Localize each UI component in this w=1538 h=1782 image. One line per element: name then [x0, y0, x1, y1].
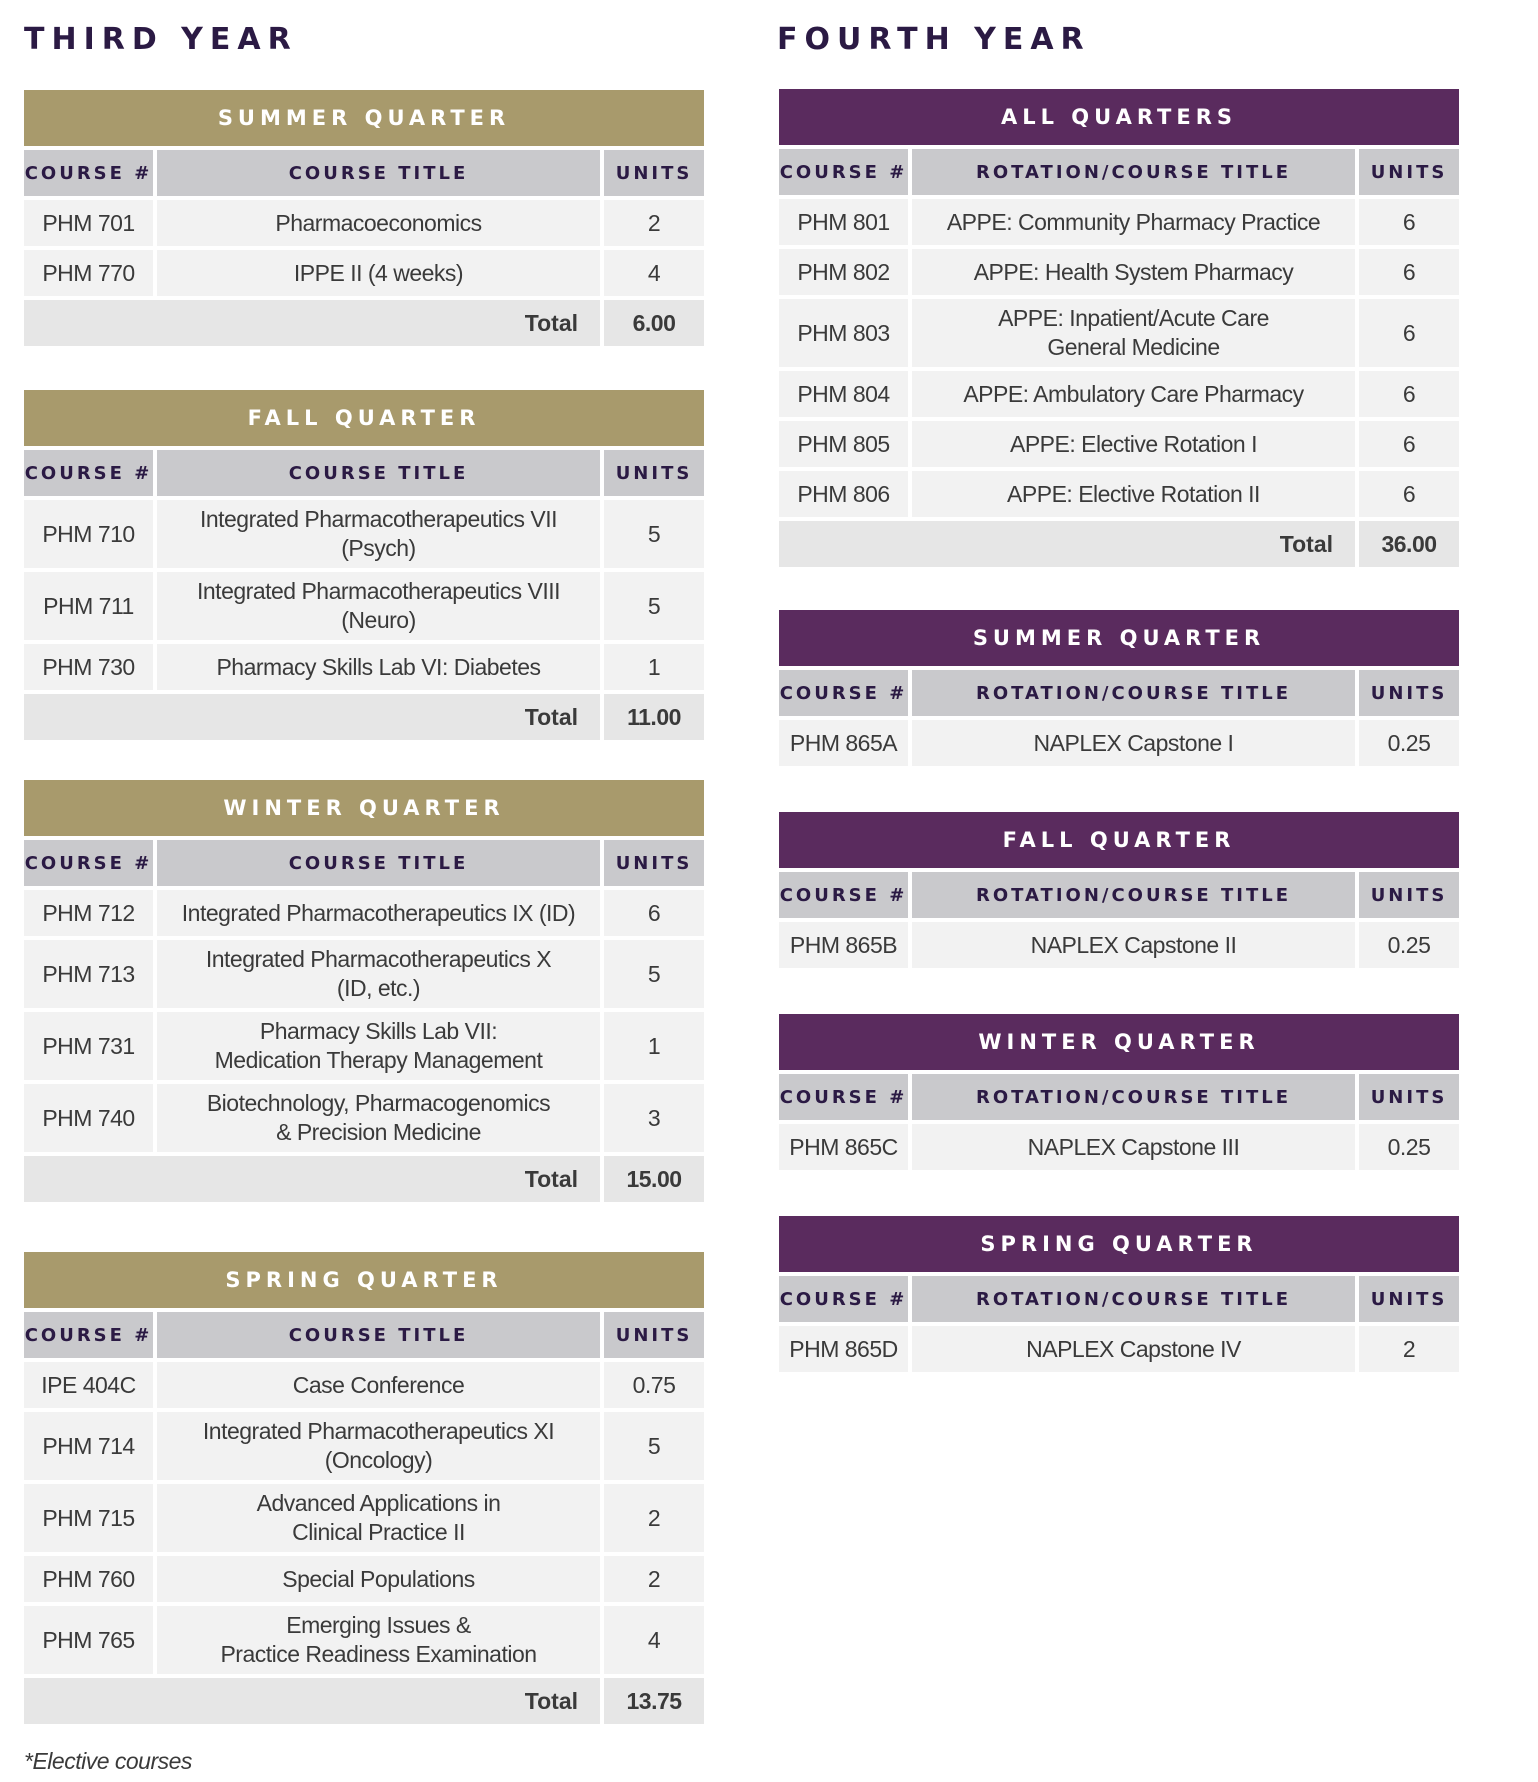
quarter-header-row: [24, 1252, 704, 1312]
course-title: APPE: Ambulatory Care Pharmacy: [912, 371, 1359, 421]
total-row: [24, 694, 704, 744]
course-number: PHM 865D: [779, 1326, 912, 1376]
course-number-header: COURSE #: [779, 872, 912, 922]
course-title: APPE: Community Pharmacy Practice: [912, 199, 1359, 249]
third-year-winter-quarter-table: [24, 780, 704, 1206]
total-label: Total: [24, 694, 604, 744]
third-year-summer-quarter-table: [24, 90, 704, 350]
course-units: 6: [1359, 199, 1459, 249]
course-title: NAPLEX Capstone III: [912, 1124, 1359, 1174]
total-row: [779, 521, 1459, 571]
units-header: UNITS: [1359, 872, 1459, 922]
quarter-header-row: [779, 1014, 1459, 1074]
quarter-title: SUMMER QUARTER: [24, 90, 704, 150]
course-title: Special Populations: [157, 1556, 604, 1606]
course-units: 2: [604, 1556, 704, 1606]
course-units: 2: [1359, 1326, 1459, 1376]
course-number-header: COURSE #: [779, 149, 912, 199]
course-title: NAPLEX Capstone I: [912, 720, 1359, 770]
table-row: [24, 1606, 704, 1678]
course-units: 6: [1359, 471, 1459, 521]
column-header-row: [24, 840, 704, 890]
course-title: Integrated Pharmacotherapeutics VII (Psych): [157, 500, 604, 572]
units-header: UNITS: [1359, 670, 1459, 720]
units-header: UNITS: [604, 450, 704, 500]
course-number: PHM 865B: [779, 922, 912, 972]
course-units: 5: [604, 1412, 704, 1484]
table-row: [24, 890, 704, 940]
course-units: 5: [604, 572, 704, 644]
course-units: 4: [604, 250, 704, 300]
course-number-header: COURSE #: [24, 1312, 157, 1362]
course-number-header: COURSE #: [779, 1276, 912, 1326]
course-title: NAPLEX Capstone II: [912, 922, 1359, 972]
units-header: UNITS: [1359, 1276, 1459, 1326]
column-header-row: [24, 450, 704, 500]
total-value: 15.00: [604, 1156, 704, 1206]
table-row: [24, 572, 704, 644]
course-units: 6: [1359, 249, 1459, 299]
table-row: [24, 250, 704, 300]
units-header: UNITS: [604, 840, 704, 890]
course-number: PHM 713: [24, 940, 157, 1012]
course-title: APPE: Elective Rotation II: [912, 471, 1359, 521]
course-number-header: COURSE #: [779, 670, 912, 720]
course-units: 6: [1359, 299, 1459, 371]
quarter-title: WINTER QUARTER: [24, 780, 704, 840]
quarter-title: WINTER QUARTER: [779, 1014, 1459, 1074]
course-title: Emerging Issues & Practice Readiness Examination: [157, 1606, 604, 1678]
course-number: PHM 865A: [779, 720, 912, 770]
course-units: 3: [604, 1084, 704, 1156]
course-number: PHM 801: [779, 199, 912, 249]
course-title: Integrated Pharmacotherapeutics X (ID, etc.): [157, 940, 604, 1012]
third-year-spring-quarter-table: [24, 1252, 704, 1728]
table-row: [24, 1084, 704, 1156]
course-number: PHM 730: [24, 644, 157, 694]
total-label: Total: [24, 1156, 604, 1206]
course-title: Integrated Pharmacotherapeutics IX (ID): [157, 890, 604, 940]
course-number: PHM 731: [24, 1012, 157, 1084]
course-units: 1: [604, 1012, 704, 1084]
total-row: [24, 1678, 704, 1728]
course-number: PHM 865C: [779, 1124, 912, 1174]
course-units: 1: [604, 644, 704, 694]
table-row: [779, 720, 1459, 770]
units-header: UNITS: [604, 150, 704, 200]
column-header-row: [779, 872, 1459, 922]
course-units: 0.25: [1359, 720, 1459, 770]
course-title-header: ROTATION/COURSE TITLE: [912, 1074, 1359, 1124]
table-row: [24, 500, 704, 572]
fourth-year-spring-quarter-table: [779, 1216, 1459, 1376]
course-number: PHM 701: [24, 200, 157, 250]
units-header: UNITS: [604, 1312, 704, 1362]
course-title-header: ROTATION/COURSE TITLE: [912, 149, 1359, 199]
footnote: *Elective courses: [24, 1748, 192, 1774]
quarter-header-row: [779, 89, 1459, 149]
course-title: Integrated Pharmacotherapeutics XI (Oncology): [157, 1412, 604, 1484]
course-number: PHM 715: [24, 1484, 157, 1556]
course-units: 6: [1359, 371, 1459, 421]
table-row: [24, 200, 704, 250]
course-number: PHM 765: [24, 1606, 157, 1678]
fourth-year-all-quarters-table: [779, 89, 1459, 571]
table-row: [24, 644, 704, 694]
course-number: IPE 404C: [24, 1362, 157, 1412]
course-units: 6: [1359, 421, 1459, 471]
table-row: [24, 1412, 704, 1484]
course-title: APPE: Health System Pharmacy: [912, 249, 1359, 299]
course-title-header: COURSE TITLE: [157, 840, 604, 890]
course-number: PHM 802: [779, 249, 912, 299]
course-units: 2: [604, 200, 704, 250]
table-row: [24, 940, 704, 1012]
course-units: 0.25: [1359, 1124, 1459, 1174]
course-units: 5: [604, 500, 704, 572]
total-value: 11.00: [604, 694, 704, 744]
column-header-row: [779, 1074, 1459, 1124]
course-number: PHM 770: [24, 250, 157, 300]
table-row: [779, 299, 1459, 371]
units-header: UNITS: [1359, 149, 1459, 199]
course-title: Pharmacy Skills Lab VII: Medication Therapy Management: [157, 1012, 604, 1084]
third-year-fall-quarter-table: [24, 390, 704, 744]
course-number: PHM 710: [24, 500, 157, 572]
table-row: [779, 471, 1459, 521]
third-year-title: THIRD YEAR: [24, 22, 298, 57]
table-row: [779, 1124, 1459, 1174]
course-number-header: COURSE #: [24, 840, 157, 890]
table-row: [24, 1556, 704, 1606]
fourth-year-winter-quarter-table: [779, 1014, 1459, 1174]
table-row: [779, 249, 1459, 299]
total-value: 13.75: [604, 1678, 704, 1728]
fourth-year-summer-quarter-table: [779, 610, 1459, 770]
quarter-header-row: [24, 390, 704, 450]
total-label: Total: [24, 1678, 604, 1728]
course-title: Case Conference: [157, 1362, 604, 1412]
quarter-header-row: [779, 1216, 1459, 1276]
quarter-header-row: [24, 780, 704, 840]
course-number: PHM 714: [24, 1412, 157, 1484]
course-title-header: ROTATION/COURSE TITLE: [912, 1276, 1359, 1326]
table-row: [779, 922, 1459, 972]
course-units: 4: [604, 1606, 704, 1678]
course-number: PHM 712: [24, 890, 157, 940]
fourth-year-title: FOURTH YEAR: [777, 22, 1091, 57]
course-title-header: ROTATION/COURSE TITLE: [912, 670, 1359, 720]
table-row: [779, 199, 1459, 249]
quarter-title: SPRING QUARTER: [24, 1252, 704, 1312]
course-units: 6: [604, 890, 704, 940]
course-units: 0.75: [604, 1362, 704, 1412]
table-row: [24, 1484, 704, 1556]
units-header: UNITS: [1359, 1074, 1459, 1124]
course-title: Biotechnology, Pharmacogenomics & Precision Medicine: [157, 1084, 604, 1156]
course-units: 5: [604, 940, 704, 1012]
quarter-title: SUMMER QUARTER: [779, 610, 1459, 670]
course-number: PHM 806: [779, 471, 912, 521]
column-header-row: [779, 670, 1459, 720]
course-number: PHM 803: [779, 299, 912, 371]
column-header-row: [779, 1276, 1459, 1326]
quarter-header-row: [24, 90, 704, 150]
total-label: Total: [779, 521, 1359, 571]
quarter-title: FALL QUARTER: [779, 812, 1459, 872]
column-header-row: [24, 1312, 704, 1362]
quarter-header-row: [779, 812, 1459, 872]
column-header-row: [24, 150, 704, 200]
course-number: PHM 805: [779, 421, 912, 471]
course-number: PHM 740: [24, 1084, 157, 1156]
total-label: Total: [24, 300, 604, 350]
course-number-header: COURSE #: [24, 450, 157, 500]
total-row: [24, 300, 704, 350]
course-title-header: COURSE TITLE: [157, 150, 604, 200]
quarter-title: SPRING QUARTER: [779, 1216, 1459, 1276]
quarter-title: FALL QUARTER: [24, 390, 704, 450]
course-title-header: COURSE TITLE: [157, 450, 604, 500]
total-value: 6.00: [604, 300, 704, 350]
table-row: [779, 371, 1459, 421]
course-title: NAPLEX Capstone IV: [912, 1326, 1359, 1376]
course-number: PHM 711: [24, 572, 157, 644]
total-value: 36.00: [1359, 521, 1459, 571]
table-row: [779, 421, 1459, 471]
course-number: PHM 760: [24, 1556, 157, 1606]
course-number-header: COURSE #: [779, 1074, 912, 1124]
quarter-title: ALL QUARTERS: [779, 89, 1459, 149]
column-header-row: [779, 149, 1459, 199]
course-title-header: ROTATION/COURSE TITLE: [912, 872, 1359, 922]
course-title: Advanced Applications in Clinical Practice II: [157, 1484, 604, 1556]
course-number-header: COURSE #: [24, 150, 157, 200]
quarter-header-row: [779, 610, 1459, 670]
table-row: [779, 1326, 1459, 1376]
course-title: APPE: Elective Rotation I: [912, 421, 1359, 471]
course-title-header: COURSE TITLE: [157, 1312, 604, 1362]
course-title: IPPE II (4 weeks): [157, 250, 604, 300]
course-title: Pharmacoeconomics: [157, 200, 604, 250]
table-row: [24, 1362, 704, 1412]
course-title: APPE: Inpatient/Acute Care General Medicine: [912, 299, 1359, 371]
course-title: Pharmacy Skills Lab VI: Diabetes: [157, 644, 604, 694]
total-row: [24, 1156, 704, 1206]
course-number: PHM 804: [779, 371, 912, 421]
course-title: Integrated Pharmacotherapeutics VIII (Neuro): [157, 572, 604, 644]
table-row: [24, 1012, 704, 1084]
course-units: 2: [604, 1484, 704, 1556]
fourth-year-fall-quarter-table: [779, 812, 1459, 972]
course-units: 0.25: [1359, 922, 1459, 972]
